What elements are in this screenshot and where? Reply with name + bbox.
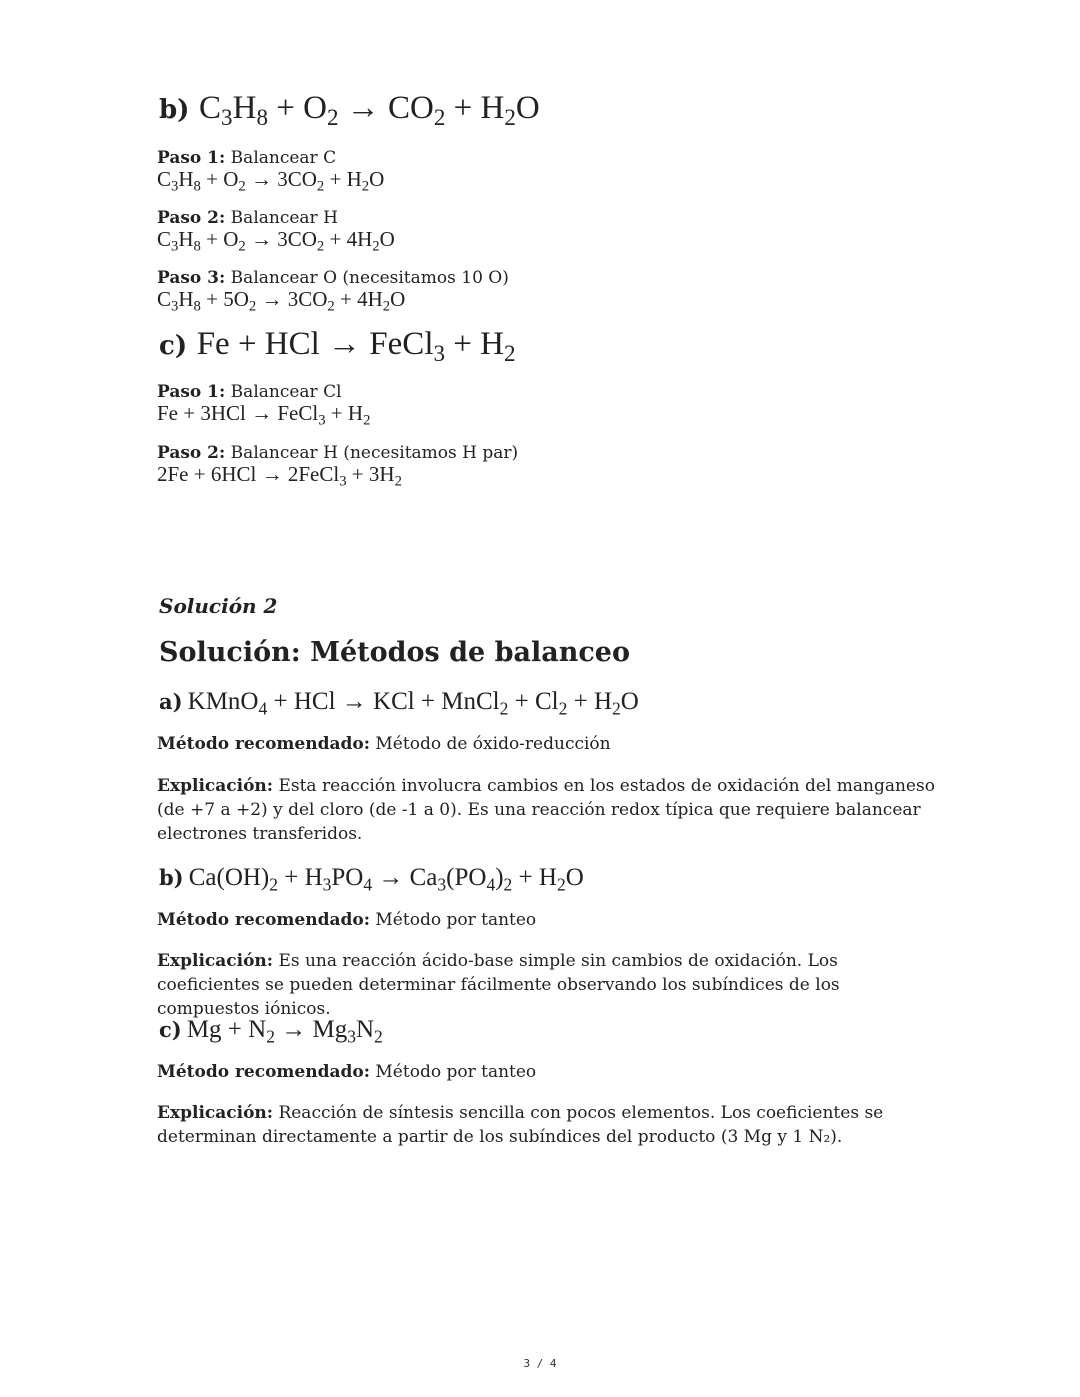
reaction-b-heading — [159, 864, 584, 895]
reaction-a-explanation — [157, 774, 937, 846]
reaction-a-heading — [159, 688, 639, 719]
step-key: Paso 2: — [157, 443, 226, 463]
step-text: Balancear H — [225, 208, 338, 228]
page-number: 3 / 4 — [523, 1357, 557, 1370]
method-text: Método por tanteo — [370, 910, 537, 930]
step-text: Balancear Cl — [225, 382, 342, 402]
reaction-c-heading — [159, 1016, 383, 1047]
method-key: Método recomendado: — [157, 1062, 370, 1082]
section-c-step-2 — [157, 443, 519, 490]
reaction-equation: $Ca(OH)_2 + H_3PO_4 \to Ca_3(PO_4)_2 + H_2O$ — [188, 864, 584, 895]
step-equation: $C_3H_8 + O_2 \to 3CO_2 + H_2O$ — [157, 167, 385, 195]
step-equation: $C_3H_8 + 5O_2 \to 3CO_2 + 4H_2O$ — [157, 287, 406, 315]
section-b-step-1 — [157, 148, 385, 195]
section-c-label: c) — [159, 331, 188, 361]
step-text: Balancear C — [225, 148, 337, 168]
step-key: Paso 3: — [157, 268, 226, 288]
reaction-a-method — [157, 732, 937, 756]
solution-2-label: Solución 2 — [159, 594, 278, 618]
section-c-equation: Fe + HCl → FeCl$_3$ + $H_2$ — [196, 326, 516, 366]
step-key: Paso 2: — [157, 208, 226, 228]
method-key: Método recomendado: — [157, 910, 370, 930]
reaction-label: a) — [159, 689, 183, 714]
section-b-step-3 — [157, 268, 509, 315]
section-c-step-1 — [157, 382, 371, 429]
explanation-text: Reacción de síntesis sencilla con pocos elementos. Los coeficientes se determinan directamente a partir de los subíndices del producto (3 Mg y 1 N₂). — [157, 1103, 884, 1147]
method-text: Método por tanteo — [370, 1062, 537, 1082]
section-b-label: b) — [159, 95, 190, 125]
method-text: Método de óxido-reducción — [370, 734, 611, 754]
solution-2-title: Solución: Métodos de balanceo — [159, 637, 630, 668]
reaction-label: b) — [159, 865, 184, 890]
reaction-b-explanation — [157, 949, 937, 1021]
section-b-heading — [159, 90, 540, 130]
step-key: Paso 1: — [157, 148, 226, 168]
section-b-step-2 — [157, 208, 395, 255]
explanation-key: Explicación: — [157, 776, 274, 796]
reaction-b-method — [157, 908, 937, 932]
reaction-equation: $Mg + N_2 \to Mg_3N_2$ — [186, 1016, 383, 1047]
reaction-equation: KMnO$_4$ + HCl → KCl + MnCl$_2$ + $Cl_2 + H_2O$ — [187, 688, 639, 719]
step-key: Paso 1: — [157, 382, 226, 402]
step-equation: Fe + 3HCl → FeCl$_3$ + $H_2$ — [157, 401, 371, 429]
explanation-text: Esta reacción involucra cambios en los estados de oxidación del manganeso (de +7 a +2) y del cloro (de -1 a 0). Es una reacción redox típica que requiere balancear electrones transferidos. — [157, 776, 935, 844]
explanation-key: Explicación: — [157, 1103, 274, 1123]
explanation-text: Es una reacción ácido-base simple sin cambios de oxidación. Los coeficientes se pueden determinar fácilmente observando los subíndices de los compuestos iónicos. — [157, 951, 840, 1019]
step-text: Balancear O (necesitamos 10 O) — [225, 268, 509, 288]
step-equation: $C_3H_8 + O_2 \to 3CO_2 + 4H_2O$ — [157, 227, 395, 255]
section-b-equation: $C_3H_8 + O_2 \to CO_2 + H_2O$ — [199, 90, 540, 130]
explanation-key: Explicación: — [157, 951, 274, 971]
method-key: Método recomendado: — [157, 734, 370, 754]
reaction-c-method — [157, 1060, 937, 1084]
reaction-c-explanation — [157, 1101, 937, 1149]
section-c-heading — [159, 326, 516, 366]
step-equation: 2Fe + 6HCl → 2FeCl$_3$ + $3H_2$ — [157, 462, 402, 490]
reaction-label: c) — [159, 1017, 182, 1042]
step-text: Balancear H (necesitamos H par) — [225, 443, 519, 463]
